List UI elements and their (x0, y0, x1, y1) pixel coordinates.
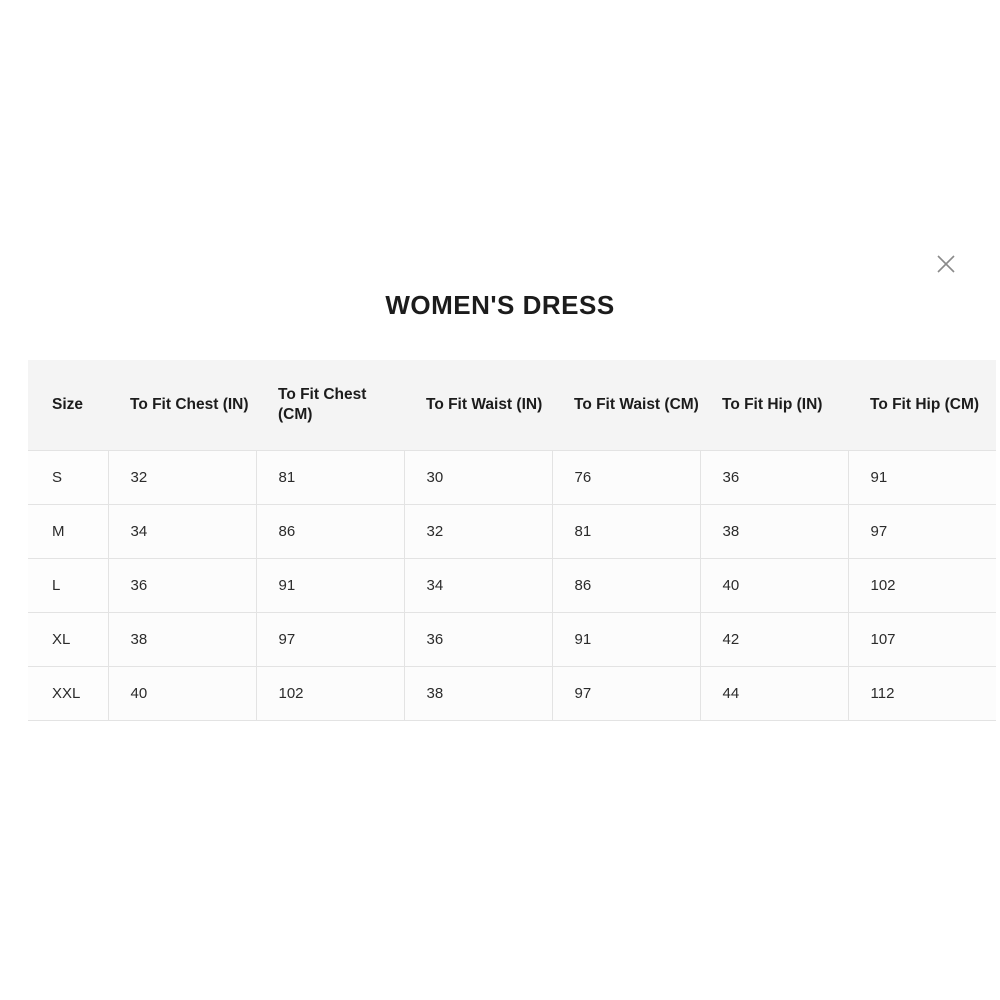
table-cell: 32 (404, 504, 552, 558)
table-row (28, 612, 996, 666)
table-row (28, 450, 996, 504)
table-cell-size: XL (28, 612, 108, 666)
table-cell-size: L (28, 558, 108, 612)
table-cell: 91 (848, 450, 996, 504)
close-button[interactable] (928, 246, 964, 282)
table-cell: 44 (700, 666, 848, 720)
table-row (28, 558, 996, 612)
table-cell: 97 (848, 504, 996, 558)
table-header-cell: To Fit Hip (IN) (700, 360, 848, 450)
table-header-cell: To Fit Waist (IN) (404, 360, 552, 450)
size-chart-table-wrapper (28, 360, 980, 721)
table-header-cell: To Fit Hip (CM) (848, 360, 996, 450)
table-cell: 86 (552, 558, 700, 612)
table-cell: 112 (848, 666, 996, 720)
table-cell: 102 (256, 666, 404, 720)
table-cell: 32 (108, 450, 256, 504)
table-cell: 40 (108, 666, 256, 720)
table-header-row (28, 360, 996, 450)
size-chart-table (28, 360, 996, 721)
table-cell: 91 (552, 612, 700, 666)
table-header-cell: To Fit Chest (CM) (256, 360, 404, 450)
table-cell: 97 (256, 612, 404, 666)
table-cell-size: M (28, 504, 108, 558)
table-row (28, 666, 996, 720)
table-cell: 36 (404, 612, 552, 666)
table-cell: 102 (848, 558, 996, 612)
table-header-cell: Size (28, 360, 108, 450)
table-cell: 34 (108, 504, 256, 558)
table-header-cell: To Fit Waist (CM) (552, 360, 700, 450)
table-cell: 91 (256, 558, 404, 612)
table-cell: 36 (700, 450, 848, 504)
table-cell: 81 (552, 504, 700, 558)
table-cell: 97 (552, 666, 700, 720)
table-cell: 36 (108, 558, 256, 612)
table-header-cell: To Fit Chest (IN) (108, 360, 256, 450)
table-cell: 107 (848, 612, 996, 666)
table-cell: 34 (404, 558, 552, 612)
table-cell: 38 (700, 504, 848, 558)
table-cell-size: XXL (28, 666, 108, 720)
table-cell: 42 (700, 612, 848, 666)
table-cell: 81 (256, 450, 404, 504)
table-cell: 30 (404, 450, 552, 504)
close-icon (928, 253, 964, 275)
table-row (28, 504, 996, 558)
page-title: WOMEN'S DRESS (385, 290, 615, 320)
table-cell: 76 (552, 450, 700, 504)
table-cell: 86 (256, 504, 404, 558)
table-cell: 40 (700, 558, 848, 612)
table-cell: 38 (108, 612, 256, 666)
table-cell-size: S (28, 450, 108, 504)
table-cell: 38 (404, 666, 552, 720)
